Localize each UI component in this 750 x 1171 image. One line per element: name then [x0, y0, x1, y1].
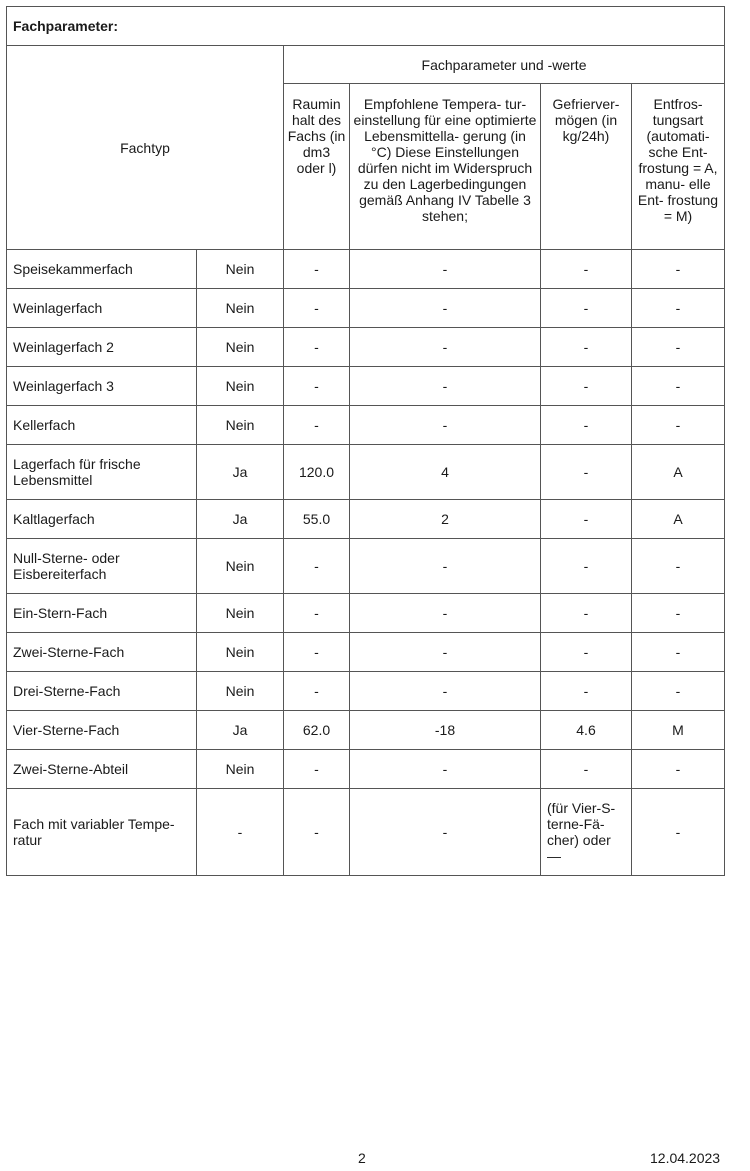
- cell-temperatur: -: [350, 672, 541, 711]
- cell-temperatur: -: [350, 750, 541, 789]
- cell-rauminhalt: -: [284, 594, 350, 633]
- cell-gefrier: -: [541, 328, 632, 367]
- table-row: [7, 289, 725, 328]
- cell-rauminhalt: -: [284, 672, 350, 711]
- cell-temperatur: -: [350, 789, 541, 876]
- cell-vorhanden: -: [197, 789, 284, 876]
- cell-entfrostung: -: [632, 406, 725, 445]
- cell-vorhanden: Nein: [197, 406, 284, 445]
- cell-vorhanden: Nein: [197, 594, 284, 633]
- cell-temperatur: -: [350, 250, 541, 289]
- cell-vorhanden: Ja: [197, 711, 284, 750]
- cell-vorhanden: Nein: [197, 672, 284, 711]
- header-entfrostungsart: Entfros- tungsart (automati- sche Ent- frostung = A, manu- elle Ent- frostung = M): [632, 84, 725, 250]
- cell-rauminhalt: 55.0: [284, 500, 350, 539]
- cell-temperatur: 2: [350, 500, 541, 539]
- cell-gefrier: (für Vier-S- terne-Fä- cher) oder —: [541, 789, 632, 876]
- cell-rauminhalt: -: [284, 367, 350, 406]
- cell-rauminhalt: 120.0: [284, 445, 350, 500]
- cell-vorhanden: Nein: [197, 289, 284, 328]
- table-row: [7, 328, 725, 367]
- cell-fachtyp: Vier-Sterne-Fach: [7, 711, 197, 750]
- cell-vorhanden: Ja: [197, 500, 284, 539]
- cell-temperatur: -: [350, 328, 541, 367]
- cell-gefrier: -: [541, 500, 632, 539]
- cell-entfrostung: -: [632, 367, 725, 406]
- table-row: [7, 445, 725, 500]
- table-row: [7, 250, 725, 289]
- cell-rauminhalt: -: [284, 633, 350, 672]
- page-number: 2: [358, 1150, 366, 1166]
- cell-fachtyp: Kellerfach: [7, 406, 197, 445]
- cell-temperatur: -: [350, 539, 541, 594]
- cell-gefrier: -: [541, 445, 632, 500]
- cell-vorhanden: Nein: [197, 250, 284, 289]
- cell-fachtyp: Lagerfach für frische Lebensmittel: [7, 445, 197, 500]
- cell-fachtyp: Ein-Stern-Fach: [7, 594, 197, 633]
- cell-vorhanden: Nein: [197, 750, 284, 789]
- cell-gefrier: -: [541, 406, 632, 445]
- table-row: [7, 539, 725, 594]
- cell-rauminhalt: -: [284, 289, 350, 328]
- table-row: [7, 789, 725, 876]
- cell-gefrier: -: [541, 633, 632, 672]
- header-fachtyp: Fachtyp: [7, 46, 284, 250]
- cell-entfrostung: -: [632, 539, 725, 594]
- cell-gefrier: -: [541, 289, 632, 328]
- cell-vorhanden: Ja: [197, 445, 284, 500]
- cell-temperatur: -: [350, 406, 541, 445]
- table-row: [7, 500, 725, 539]
- cell-entfrostung: M: [632, 711, 725, 750]
- header-rauminhalt: Raumin halt des Fachs (in dm3 oder l): [284, 84, 350, 250]
- cell-entfrostung: -: [632, 789, 725, 876]
- cell-gefrier: -: [541, 539, 632, 594]
- cell-fachtyp: Speisekammerfach: [7, 250, 197, 289]
- cell-entfrostung: -: [632, 633, 725, 672]
- table-row: [7, 750, 725, 789]
- cell-vorhanden: Nein: [197, 367, 284, 406]
- cell-vorhanden: Nein: [197, 328, 284, 367]
- cell-rauminhalt: -: [284, 750, 350, 789]
- cell-fachtyp: Kaltlagerfach: [7, 500, 197, 539]
- table-row: [7, 633, 725, 672]
- cell-fachtyp: Null-Sterne- oder Eisbereiterfach: [7, 539, 197, 594]
- cell-rauminhalt: -: [284, 406, 350, 445]
- cell-temperatur: -: [350, 289, 541, 328]
- fachparameter-table: [6, 6, 725, 876]
- cell-vorhanden: Nein: [197, 539, 284, 594]
- cell-entfrostung: -: [632, 328, 725, 367]
- cell-temperatur: 4: [350, 445, 541, 500]
- cell-rauminhalt: -: [284, 539, 350, 594]
- cell-entfrostung: -: [632, 672, 725, 711]
- cell-entfrostung: A: [632, 500, 725, 539]
- table-row: [7, 406, 725, 445]
- table-row: [7, 594, 725, 633]
- cell-rauminhalt: -: [284, 328, 350, 367]
- cell-rauminhalt: -: [284, 250, 350, 289]
- cell-entfrostung: -: [632, 750, 725, 789]
- cell-gefrier: -: [541, 250, 632, 289]
- cell-entfrostung: -: [632, 594, 725, 633]
- cell-fachtyp: Weinlagerfach: [7, 289, 197, 328]
- cell-fachtyp: Zwei-Sterne-Abteil: [7, 750, 197, 789]
- footer-date: 12.04.2023: [650, 1150, 721, 1166]
- cell-fachtyp: Fach mit variabler Tempe- ratur: [7, 789, 197, 876]
- cell-temperatur: -: [350, 633, 541, 672]
- cell-vorhanden: Nein: [197, 633, 284, 672]
- cell-entfrostung: -: [632, 250, 725, 289]
- header-gefriervermoegen: Gefrierver- mögen (in kg/24h): [541, 84, 632, 250]
- cell-fachtyp: Weinlagerfach 3: [7, 367, 197, 406]
- header-group-fachparameter: Fachparameter und -werte: [284, 46, 725, 84]
- cell-rauminhalt: -: [284, 789, 350, 876]
- cell-entfrostung: A: [632, 445, 725, 500]
- cell-fachtyp: Drei-Sterne-Fach: [7, 672, 197, 711]
- cell-temperatur: -18: [350, 711, 541, 750]
- cell-entfrostung: -: [632, 289, 725, 328]
- cell-fachtyp: Weinlagerfach 2: [7, 328, 197, 367]
- cell-rauminhalt: 62.0: [284, 711, 350, 750]
- cell-fachtyp: Zwei-Sterne-Fach: [7, 633, 197, 672]
- table-row: [7, 367, 725, 406]
- cell-temperatur: -: [350, 367, 541, 406]
- cell-gefrier: -: [541, 594, 632, 633]
- cell-gefrier: 4.6: [541, 711, 632, 750]
- cell-gefrier: -: [541, 672, 632, 711]
- cell-temperatur: -: [350, 594, 541, 633]
- cell-gefrier: -: [541, 367, 632, 406]
- table-row: [7, 711, 725, 750]
- cell-gefrier: -: [541, 750, 632, 789]
- table-row: [7, 672, 725, 711]
- table-title: Fachparameter:: [7, 7, 725, 46]
- header-temperatur: Empfohlene Tempera- tur-einstellung für eine optimierte Lebensmittella- gerung (in °C) Diese Einstellungen dürfen nicht im Widerspruch zu den Lagerbedingungen gemäß Anhang IV Tabelle 3 stehen;: [350, 84, 541, 250]
